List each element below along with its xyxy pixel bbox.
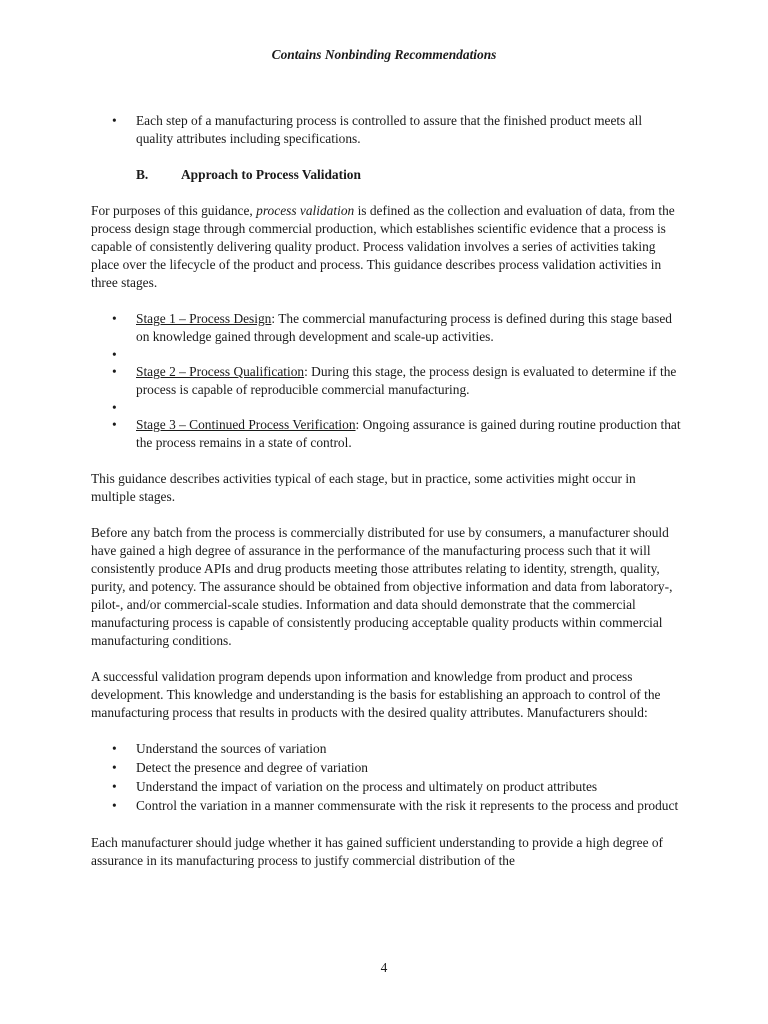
paragraph-program: A successful validation program depends upon information and knowledge from product and process development. This knowledge and understanding is the basis for establishing an approach to control of the manufacturing process that results in products with the desired quality attributes. Manufacturers should: <box>91 669 661 720</box>
paragraph-definition-lead: For purposes of this guidance, <box>91 203 257 218</box>
paragraph-judgement: Each manufacturer should judge whether it has gained sufficient understanding to provide a high degree of assurance in its manufacturing process to justify commercial distribution of the <box>91 835 664 868</box>
list-spacer <box>91 399 681 416</box>
list-item: • Understand the impact of variation on the process and ultimately on product attributes <box>91 778 681 796</box>
stage-description: Ongoing assurance is gained during routine production that the process remains in a state of control. <box>136 417 681 450</box>
stage-list <box>91 310 681 452</box>
paragraph-assurance: Before any batch from the process is commercially distributed for use by consumers, a manufacturer should have gained a high degree of assurance in the performance of the manufacturing process such that it will consistently produce APIs and drug products meeting those attributes relating to identity, strength, quality, purity, and potency. The assurance should be obtained from objective information and data from laboratory-, pilot-, and/or commercial-scale studies. Information and data should demonstrate that the commercial manufacturing process is capable of consistently producing acceptable quality products within commercial manufacturing conditions. <box>91 525 673 648</box>
section-title: Approach to Process Validation <box>181 167 361 182</box>
stage-separator: : <box>304 364 312 379</box>
page-number: 4 <box>380 960 388 975</box>
stage-item <box>91 416 681 452</box>
stage-separator: : <box>271 311 279 326</box>
defined-term: process validation <box>256 203 355 218</box>
stage-name: Stage 3 – Continued Process Verification <box>136 417 356 432</box>
stage-separator: : <box>355 417 363 432</box>
stage-item <box>91 363 681 399</box>
paragraph-definition <box>91 202 681 292</box>
stage-item <box>91 310 681 346</box>
intro-bullet-list <box>91 112 681 148</box>
list-item: • Detect the presence and degree of variation <box>91 759 681 777</box>
list-item: • Understand the sources of variation <box>91 740 681 758</box>
manufacturer-should-list <box>91 740 681 815</box>
section-heading <box>136 166 681 184</box>
stage-description: During this stage, the process design is evaluated to determine if the process is capable of reproducible commercial manufacturing. <box>136 364 677 397</box>
page-body <box>91 112 681 870</box>
paragraph-definition-body: is defined as the collection and evaluation of data, from the process design stage through commercial production, which establishes scientific evidence that a process is capable of consistently delivering quality product. Process validation involves a series of activities taking place over the lifecycle of the product and process. This guidance describes process validation activities in three stages. <box>91 203 675 290</box>
paragraph-stages-note: This guidance describes activities typical of each stage, but in practice, some activities might occur in multiple stages. <box>91 471 636 504</box>
list-item: • Control the variation in a manner commensurate with the risk it represents to the process and product <box>91 797 681 815</box>
stage-description: The commercial manufacturing process is defined during this stage based on knowledge gained through development and scale-up activities. <box>136 311 673 344</box>
list-spacer <box>91 346 681 363</box>
intro-bullet: • Each step of a manufacturing process is controlled to assure that the finished product meets all quality attributes including specifications. <box>91 112 681 148</box>
running-header: Contains Nonbinding Recommendations <box>271 47 497 62</box>
stage-name: Stage 2 – Process Qualification <box>136 364 305 379</box>
section-letter: B. <box>136 167 149 182</box>
stage-name: Stage 1 – Process Design <box>136 311 272 326</box>
